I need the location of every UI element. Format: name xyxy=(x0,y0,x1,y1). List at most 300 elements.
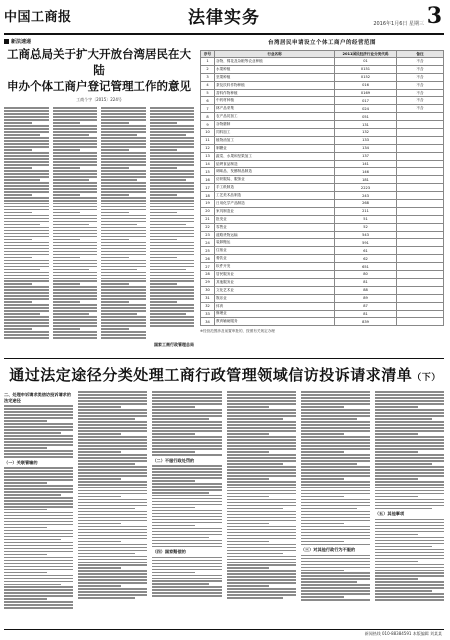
text-line xyxy=(227,460,296,462)
text-line xyxy=(150,230,195,232)
text-line xyxy=(4,512,73,514)
text-line xyxy=(150,164,195,166)
cell-industry: 蔬菜、水果和坚果加工 xyxy=(215,152,335,160)
text-line xyxy=(4,604,73,606)
text-line xyxy=(152,543,221,545)
text-line xyxy=(4,479,73,481)
cell-no: 29 xyxy=(201,278,215,286)
text-line xyxy=(150,239,178,241)
text-line xyxy=(152,510,221,512)
cell-industry: 香料作物种植 xyxy=(215,89,335,97)
text-line xyxy=(227,544,296,546)
text-line xyxy=(78,567,121,569)
text-line xyxy=(53,319,98,321)
text-line xyxy=(375,505,444,507)
text-line xyxy=(78,487,147,489)
text-line xyxy=(227,538,296,540)
text-line xyxy=(101,304,146,306)
text-line xyxy=(4,420,47,422)
text-line xyxy=(152,474,221,476)
text-line xyxy=(150,233,195,235)
text-line xyxy=(150,149,178,151)
text-line xyxy=(53,116,98,118)
text-line xyxy=(53,298,98,300)
text-line xyxy=(53,307,98,309)
text-line xyxy=(78,442,147,444)
text-line xyxy=(101,334,146,336)
text-line xyxy=(4,515,73,517)
text-line xyxy=(4,592,73,594)
text-line xyxy=(150,325,195,327)
text-line xyxy=(78,439,147,441)
text-line xyxy=(4,161,49,163)
text-line xyxy=(101,185,146,187)
text-line xyxy=(4,595,73,597)
text-line xyxy=(4,414,73,416)
table-row xyxy=(201,239,444,247)
text-line xyxy=(150,143,195,145)
text-line xyxy=(301,593,370,595)
text-line xyxy=(4,566,73,568)
text-line xyxy=(101,131,146,133)
text-line xyxy=(4,188,49,190)
text-line xyxy=(301,587,370,589)
subheading: （二）不服行政处罚的 xyxy=(152,457,195,463)
cell-note xyxy=(397,136,444,144)
text-line xyxy=(4,551,73,553)
text-line xyxy=(4,482,47,484)
text-line xyxy=(101,307,146,309)
text-line xyxy=(101,239,129,241)
text-line xyxy=(152,566,221,568)
text-line xyxy=(101,227,146,229)
text-line xyxy=(375,469,444,471)
article-title xyxy=(4,46,194,94)
text-line xyxy=(101,319,146,321)
text-line xyxy=(4,203,49,205)
text-line xyxy=(53,236,98,238)
text-line xyxy=(53,128,98,130)
text-line xyxy=(301,451,344,453)
text-line xyxy=(4,212,32,214)
cell-code: 651 xyxy=(335,263,397,271)
text-line xyxy=(375,540,444,542)
bottom-article xyxy=(4,390,444,630)
table-row xyxy=(201,263,444,271)
text-line xyxy=(150,224,186,226)
text-line xyxy=(4,426,73,428)
text-line xyxy=(53,227,98,229)
text-line xyxy=(150,236,195,238)
text-line xyxy=(53,185,98,187)
text-line xyxy=(152,592,221,594)
text-line xyxy=(150,119,195,121)
text-line xyxy=(78,484,147,486)
text-line xyxy=(301,418,358,420)
text-line xyxy=(78,451,121,453)
text-line xyxy=(78,427,147,429)
text-line xyxy=(78,436,147,438)
text-line xyxy=(227,597,284,599)
text-line xyxy=(227,454,296,456)
text-line xyxy=(301,514,370,516)
text-line xyxy=(150,266,195,268)
text-line xyxy=(53,149,81,151)
text-line xyxy=(301,487,370,489)
text-line xyxy=(150,257,178,259)
text-line xyxy=(78,556,147,558)
text-line xyxy=(4,119,49,121)
text-line xyxy=(4,524,73,526)
text-line xyxy=(152,471,221,473)
text-line xyxy=(101,188,146,190)
text-line xyxy=(301,463,358,465)
text-line xyxy=(301,427,370,429)
text-line xyxy=(101,152,146,154)
text-line xyxy=(152,537,209,539)
text-line xyxy=(101,200,146,202)
cell-no: 11 xyxy=(201,136,215,144)
text-line xyxy=(4,506,73,508)
text-line xyxy=(4,155,49,157)
text-line xyxy=(375,496,418,498)
text-line xyxy=(152,436,221,438)
cell-code: 87 xyxy=(335,302,397,310)
cell-no: 5 xyxy=(201,89,215,97)
text-line xyxy=(78,529,147,531)
text-line xyxy=(375,561,418,563)
text-line xyxy=(375,490,444,492)
text-line xyxy=(152,421,221,423)
text-line xyxy=(4,408,73,410)
left-article xyxy=(4,46,194,352)
cell-note: 不含 xyxy=(397,81,444,89)
text-line xyxy=(53,179,89,181)
text-line xyxy=(375,572,444,574)
text-line xyxy=(101,254,146,256)
cell-industry: 植物油加工 xyxy=(215,136,335,144)
text-line xyxy=(78,544,147,546)
text-line xyxy=(4,179,40,181)
text-line xyxy=(4,167,32,169)
section-title: 法律实务 xyxy=(188,8,260,28)
text-line xyxy=(4,313,40,315)
text-line xyxy=(4,453,73,455)
cell-no: 8 xyxy=(201,113,215,121)
text-line xyxy=(53,275,98,277)
text-line xyxy=(4,140,49,142)
text-line xyxy=(301,505,370,507)
text-line xyxy=(150,269,186,271)
cell-industry: 体育 xyxy=(215,302,335,310)
text-line xyxy=(4,131,49,133)
text-line xyxy=(101,328,129,330)
cell-note: 不含 xyxy=(397,65,444,73)
article-signature: 国家工商行政管理总局 xyxy=(154,342,194,348)
table-row xyxy=(201,302,444,310)
text-line xyxy=(150,278,195,280)
text-line xyxy=(53,152,98,154)
cell-note: 不含 xyxy=(397,89,444,97)
text-line xyxy=(227,457,296,459)
text-line xyxy=(53,289,98,291)
text-line xyxy=(227,421,296,423)
text-line xyxy=(53,146,98,148)
text-line xyxy=(375,522,444,524)
text-line xyxy=(101,197,146,199)
text-line xyxy=(4,322,49,324)
text-line xyxy=(53,245,98,247)
text-line xyxy=(78,591,147,593)
masthead xyxy=(0,0,450,36)
text-line xyxy=(101,113,146,115)
text-line xyxy=(227,576,296,578)
cell-note xyxy=(397,310,444,318)
text-line xyxy=(4,435,73,437)
text-line xyxy=(4,527,47,529)
text-line xyxy=(4,152,49,154)
text-line xyxy=(375,478,418,480)
cell-industry: 道路货物运输 xyxy=(215,231,335,239)
text-line xyxy=(227,496,270,498)
cell-note xyxy=(397,278,444,286)
text-line xyxy=(301,397,370,399)
table-title: 台湾居民申请设立个体工商户的经营范围 xyxy=(267,40,376,46)
text-line xyxy=(78,445,147,447)
cell-note xyxy=(397,302,444,310)
text-line xyxy=(301,391,370,393)
text-line xyxy=(53,206,98,208)
text-line xyxy=(53,188,98,190)
cell-industry: 手工纸制造 xyxy=(215,184,335,192)
text-line xyxy=(150,173,195,175)
text-line xyxy=(227,505,296,507)
text-line xyxy=(375,564,444,566)
table-row xyxy=(201,129,444,137)
cell-note xyxy=(397,129,444,137)
text-line xyxy=(53,209,98,211)
text-line xyxy=(301,493,370,495)
cell-industry: 茶及饮料作物种植 xyxy=(215,81,335,89)
text-line xyxy=(375,397,444,399)
text-line xyxy=(4,473,73,475)
text-line xyxy=(152,572,195,574)
text-line xyxy=(150,245,195,247)
text-line xyxy=(101,242,146,244)
text-line xyxy=(101,272,146,274)
text-line xyxy=(4,575,73,577)
text-line xyxy=(101,170,146,172)
text-line xyxy=(152,483,221,485)
text-line xyxy=(227,556,296,558)
text-line xyxy=(101,301,129,303)
text-line xyxy=(53,200,98,202)
text-line xyxy=(101,283,129,285)
text-line xyxy=(4,417,73,419)
main-headline-text: 通过法定途径分类处理工商行政管理领域信访投诉请求清单 xyxy=(9,366,413,384)
text-line xyxy=(152,557,221,559)
text-line xyxy=(301,403,370,405)
cell-no: 2 xyxy=(201,65,215,73)
text-line xyxy=(227,591,296,593)
text-line xyxy=(4,289,49,291)
text-line xyxy=(53,263,98,265)
text-line xyxy=(4,569,73,571)
text-line xyxy=(4,283,32,285)
text-line xyxy=(375,493,444,495)
cell-no: 34 xyxy=(201,318,215,326)
text-line xyxy=(53,137,98,139)
text-line xyxy=(101,322,146,324)
text-line xyxy=(227,472,296,474)
table-row xyxy=(201,152,444,160)
text-line xyxy=(53,313,89,315)
text-line xyxy=(4,530,73,532)
text-line xyxy=(150,158,195,160)
table-row xyxy=(201,81,444,89)
text-line xyxy=(152,427,221,429)
text-line xyxy=(101,176,146,178)
text-line xyxy=(4,170,49,172)
text-line xyxy=(4,230,49,232)
text-line xyxy=(301,475,370,477)
subheading: （三）对其他行政行为不服的 xyxy=(300,547,356,553)
text-line xyxy=(301,526,370,528)
article-column xyxy=(4,106,49,340)
text-line xyxy=(150,128,195,130)
text-line xyxy=(301,409,370,411)
text-line xyxy=(150,218,195,220)
text-line xyxy=(227,433,270,435)
text-line xyxy=(4,476,73,478)
text-line xyxy=(227,478,270,480)
text-line xyxy=(4,110,49,112)
text-line xyxy=(78,502,147,504)
cell-industry: 农产品初加工 xyxy=(215,113,335,121)
text-line xyxy=(101,230,146,232)
cell-note: 不含 xyxy=(397,73,444,81)
text-line xyxy=(4,301,32,303)
subheading: 二、处理申诉请求类信访投诉请求的法定途径 xyxy=(4,392,72,403)
cell-code: 016 xyxy=(335,81,397,89)
text-line xyxy=(227,409,296,411)
text-line xyxy=(4,441,73,443)
text-line xyxy=(4,134,40,136)
square-icon xyxy=(4,39,9,44)
table-row xyxy=(201,97,444,105)
text-line xyxy=(78,526,147,528)
text-line xyxy=(301,538,370,540)
text-line xyxy=(101,316,146,318)
text-line xyxy=(78,469,147,471)
cell-industry: 调味品、发酵制品制造 xyxy=(215,168,335,176)
text-line xyxy=(150,161,195,163)
section-divider xyxy=(4,358,444,359)
cell-code: 017 xyxy=(335,97,397,105)
cell-industry: 谷物、棉花及杂粮等农业种植 xyxy=(215,58,335,66)
text-line xyxy=(150,113,195,115)
text-line xyxy=(375,406,418,408)
text-line xyxy=(4,438,73,440)
text-line xyxy=(150,116,195,118)
text-line xyxy=(53,334,98,336)
text-line xyxy=(4,429,73,431)
text-line xyxy=(53,337,98,339)
text-line xyxy=(227,508,284,510)
text-line xyxy=(150,155,195,157)
text-line xyxy=(4,227,49,229)
cell-industry: 批发业 xyxy=(215,215,335,223)
text-line xyxy=(53,242,98,244)
text-line xyxy=(152,546,221,548)
text-line xyxy=(4,503,73,505)
text-line xyxy=(101,107,146,109)
cell-industry: 焙烤食品制造 xyxy=(215,160,335,168)
text-line xyxy=(4,185,49,187)
text-line xyxy=(78,448,147,450)
text-line xyxy=(101,140,146,142)
text-line xyxy=(101,233,146,235)
text-line xyxy=(53,194,81,196)
cell-note xyxy=(397,231,444,239)
text-line xyxy=(4,254,49,256)
text-line xyxy=(4,215,49,217)
text-line xyxy=(150,301,178,303)
cell-note xyxy=(397,286,444,294)
text-line xyxy=(301,436,370,438)
text-line xyxy=(301,517,370,519)
table-row xyxy=(201,184,444,192)
text-line xyxy=(53,173,98,175)
text-line xyxy=(301,412,370,414)
cell-no: 17 xyxy=(201,184,215,192)
text-line xyxy=(4,266,49,268)
text-line xyxy=(227,391,296,393)
text-line xyxy=(101,248,146,250)
cell-industry: 教育辅助服务 xyxy=(215,318,335,326)
text-line xyxy=(101,286,146,288)
text-line xyxy=(152,492,209,494)
text-line xyxy=(375,442,444,444)
text-line xyxy=(53,283,81,285)
text-line xyxy=(78,517,147,519)
cell-code: 268 xyxy=(335,200,397,208)
text-line xyxy=(375,596,444,598)
table-body xyxy=(201,58,444,326)
text-line xyxy=(152,525,195,527)
text-line xyxy=(375,487,444,489)
cell-note xyxy=(397,152,444,160)
text-line xyxy=(53,251,98,253)
text-line xyxy=(150,131,195,133)
cell-no: 14 xyxy=(201,160,215,168)
text-line xyxy=(78,478,121,480)
text-line xyxy=(4,113,49,115)
section-tag xyxy=(4,38,31,45)
text-line xyxy=(375,463,432,465)
text-line xyxy=(227,406,270,408)
text-line xyxy=(152,495,221,497)
text-line xyxy=(150,322,195,324)
text-line xyxy=(301,508,358,510)
table-row xyxy=(201,105,444,113)
text-line xyxy=(101,146,146,148)
text-line xyxy=(152,563,221,565)
text-line xyxy=(101,149,129,151)
text-line xyxy=(301,567,370,569)
article-column xyxy=(53,106,98,340)
cell-no: 10 xyxy=(201,129,215,137)
